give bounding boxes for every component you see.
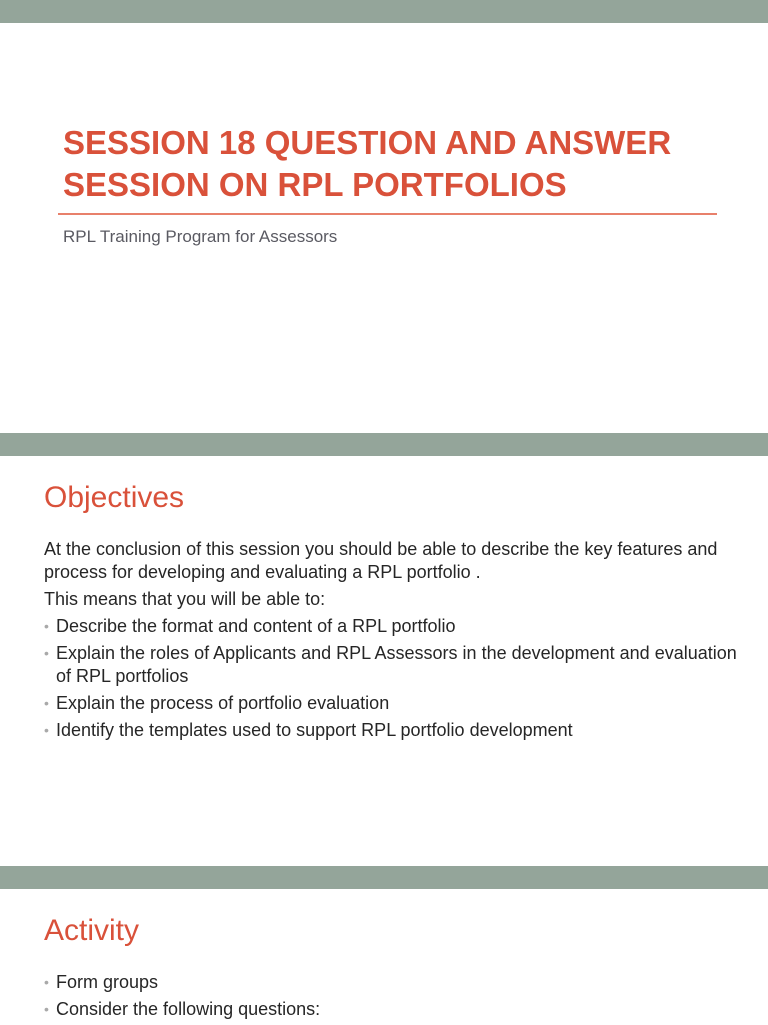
bullet-icon: • [44, 695, 49, 711]
bullet-icon: • [44, 722, 49, 738]
activity-heading: Activity [44, 914, 140, 947]
objectives-heading: Objectives [44, 481, 185, 514]
bullet-icon: • [44, 974, 49, 990]
slide-title-line-1: SESSION 18 QUESTION AND ANSWER [63, 124, 672, 161]
slide-subtitle: RPL Training Program for Assessors [63, 227, 338, 246]
objectives-lead: This means that you will be able to: [44, 589, 326, 609]
list-item-text: Form groups [56, 972, 159, 992]
separator-band-2 [0, 866, 768, 889]
bullet-icon: • [44, 645, 49, 661]
list-item-text: Identify the templates used to support RPL portfolio development [56, 720, 573, 740]
title-divider [58, 213, 717, 215]
activity-list [44, 971, 744, 1025]
bullet-icon: • [44, 1001, 49, 1017]
objectives-list [44, 615, 744, 746]
list-item-text: Consider the following questions: [56, 999, 321, 1019]
slide-title [63, 122, 743, 206]
separator-band-1 [0, 433, 768, 456]
slide-title-line-2: SESSION ON RPL PORTFOLIOS [63, 166, 567, 203]
list-item-text: Explain the process of portfolio evaluation [56, 693, 390, 713]
list-item [44, 719, 744, 742]
list-item [44, 615, 744, 638]
list-item [44, 971, 744, 994]
top-band [0, 0, 768, 23]
objectives-intro: At the conclusion of this session you should be able to describe the key features and process for developing and evaluating a RPL portfolio . [44, 539, 718, 582]
list-item [44, 692, 744, 715]
list-item-text: Describe the format and content of a RPL portfolio [56, 616, 456, 636]
list-item-text: Explain the roles of Applicants and RPL Assessors in the development and evaluation of RPL portfolios [56, 643, 737, 686]
list-item [44, 642, 744, 688]
list-item [44, 998, 744, 1021]
bullet-icon: • [44, 618, 49, 634]
